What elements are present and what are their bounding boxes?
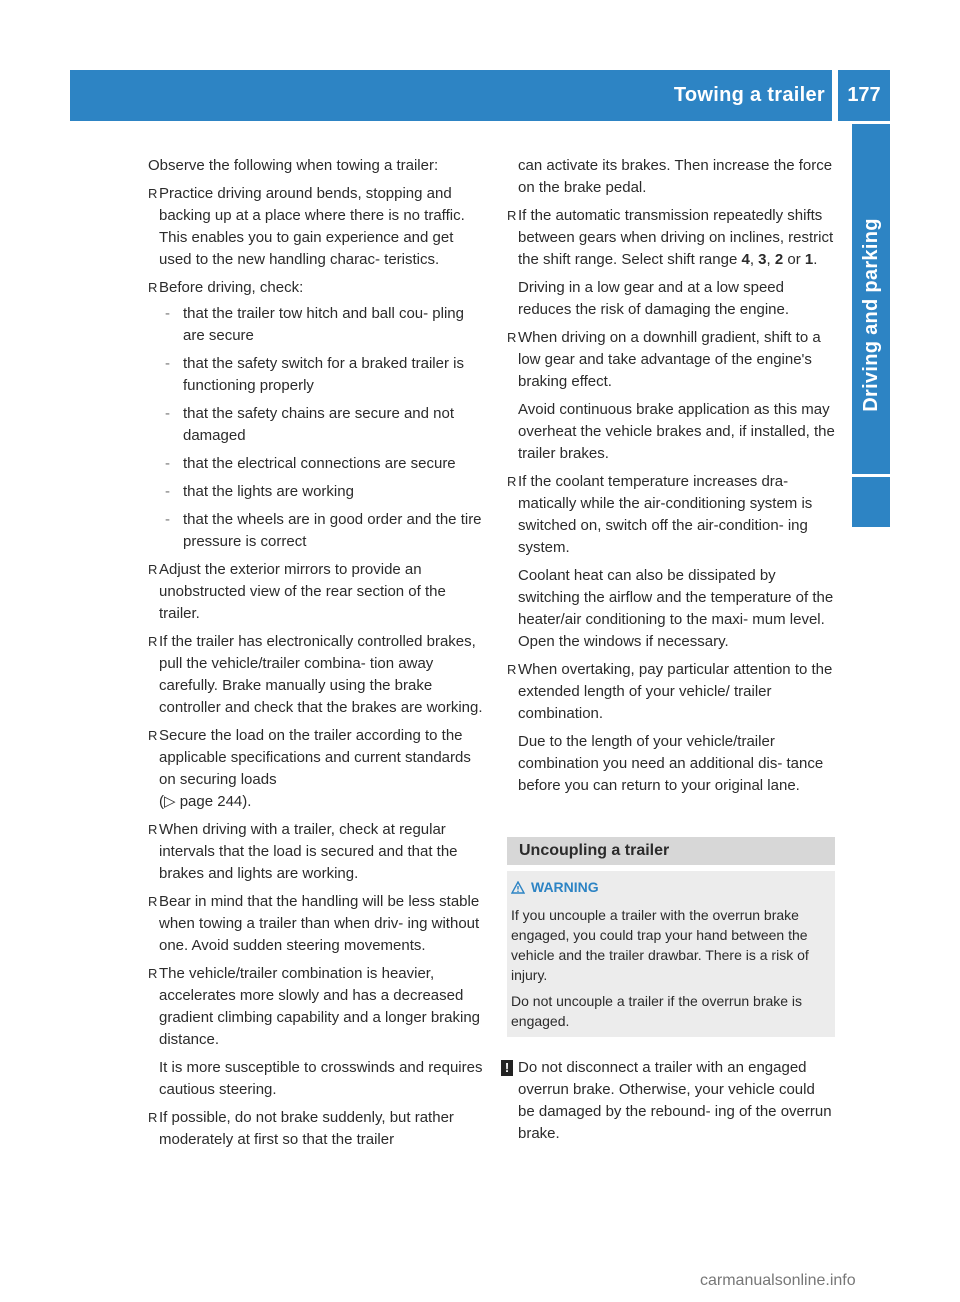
- bullet-subtext: Avoid continuous brake application as this may overheat the vehicle brakes and, if installed, the trailer brakes.: [518, 401, 835, 462]
- bullet-text: Before driving, check:: [159, 279, 304, 296]
- separator: ,: [749, 251, 759, 268]
- bullet-item: [148, 891, 483, 957]
- check-item: - that the electrical connections are secure: [159, 453, 483, 475]
- bullet-text: Bear in mind that the handling will be less stable when towing a trailer than when driv- ing without one. Avoid sudden steering movements.: [159, 893, 480, 954]
- header-title: Towing a trailer: [673, 84, 825, 106]
- page-number: 177: [838, 70, 890, 121]
- period: .: [813, 251, 818, 268]
- bullet-item: [507, 327, 835, 465]
- bullet-item: [148, 725, 483, 813]
- bullet-item: [507, 659, 835, 797]
- note-text: Do not disconnect a trailer with an engaged overrun brake. Otherwise, your vehicle could be damaged by the rebound- ing of the overrun brake.: [518, 1059, 832, 1142]
- note-block: [504, 1057, 835, 1145]
- bullet-subtext: It is more susceptible to crosswinds and requires cautious steering.: [159, 1059, 483, 1098]
- bullet-item: [148, 559, 483, 625]
- warning-title: [511, 877, 827, 899]
- bullet-item: [507, 205, 835, 321]
- exclamation-icon: !: [501, 1060, 513, 1076]
- bullet-text: R When overtaking, pay particular attention to the extended length of your vehicle/ trailer combination.: [518, 661, 833, 722]
- gear-3: 3: [758, 251, 767, 268]
- bullet-subtext: Due to the length of your vehicle/trailer combination you need an additional dis- tance before you can return to your original lane.: [518, 733, 824, 794]
- check-item: - that the safety switch for a braked trailer is functioning properly: [159, 353, 483, 397]
- bullet-text: Adjust the exterior mirrors to provide an unobstructed view of the rear section of the trailer.: [159, 561, 446, 622]
- gear-4: 4: [741, 251, 750, 268]
- bullet-item: [148, 963, 483, 1101]
- bullet-text: Secure the load on the trailer according to the applicable specifications and current standards on securing loads: [159, 727, 471, 788]
- bullet-text: Practice driving around bends, stopping and backing up at a place where there is no traffic. This enables you to gain experience and get used to the new handling charac- teristics.: [159, 185, 465, 268]
- bullet-subtext: Driving in a low gear and at a low speed reduces the risk of damaging the engine.: [518, 279, 790, 318]
- or-word: or: [783, 251, 805, 268]
- warning-text: If you uncouple a trailer with the overrun brake engaged, you could trap your hand between the vehicle and the trailer drawbar. There is a risk of injury.: [511, 907, 809, 983]
- bullet-item: [148, 1107, 483, 1151]
- check-item: - that the trailer tow hitch and ball cou- pling are secure: [159, 303, 483, 347]
- bullet-subtext: Coolant heat can also be dissipated by switching the airflow and the temperature of the heater/air conditioning to the maxi- mum level. Open the windows if necessary.: [518, 567, 834, 650]
- warning-title-text: WARNING: [531, 879, 599, 895]
- check-item: - that the wheels are in good order and the tire pressure is correct: [159, 509, 483, 553]
- check-item: - that the lights are working: [159, 481, 483, 503]
- intro-text: Observe the following when towing a trailer:: [148, 157, 439, 174]
- warning-text: Do not uncouple a trailer if the overrun brake is engaged.: [511, 993, 803, 1029]
- gear-2: 2: [774, 251, 784, 268]
- bullet-text: R If the coolant temperature increases dra- matically while the air-conditioning system is switched on, switch off the air-condition- ing system.: [518, 473, 813, 556]
- bullet-text: When driving with a trailer, check at regular intervals that the load is secured and that the brakes and lights are working.: [159, 821, 458, 882]
- bullet-item: [148, 819, 483, 885]
- section-heading: Uncoupling a trailer: [507, 837, 835, 865]
- bullet-item: [148, 631, 483, 719]
- shift-text: If the automatic transmission repeatedly shifts between gears when driving on inclines, restrict the shift range. Select shift range: [518, 207, 834, 268]
- header-separator: [832, 70, 835, 121]
- warning-box: [507, 871, 835, 1037]
- page-reference-link[interactable]: (▷ page 244).: [159, 793, 252, 810]
- side-tab-label: Driving and parking: [860, 218, 882, 412]
- bullet-text: If possible, do not brake suddenly, but rather moderately at first so that the trailer: [159, 1109, 454, 1148]
- right-bullet-list: [507, 155, 835, 797]
- bullet-text: can activate its brakes. Then increase the force on the brake pedal.: [518, 157, 833, 196]
- bullet-text: If the trailer has electronically controlled brakes, pull the vehicle/trailer combina- tion away carefully. Brake manually using the brake controller and check that the brakes are working.: [159, 633, 483, 716]
- left-column: [148, 155, 483, 1157]
- separator: ,: [766, 251, 775, 268]
- watermark: carmanualsonline.info: [700, 1272, 856, 1289]
- warning-icon: [511, 879, 525, 899]
- check-item: - that the safety chains are secure and not damaged: [159, 403, 483, 447]
- bullet-item: [507, 471, 835, 653]
- check-list: [159, 303, 483, 553]
- side-block: [852, 477, 890, 527]
- left-bullet-list: [148, 183, 483, 1151]
- bullet-continuation: [507, 155, 835, 199]
- bullet-item: [148, 183, 483, 271]
- right-column: [504, 155, 835, 1145]
- bullet-text: R The vehicle/trailer combination is heavier, accelerates more slowly and has a decreased gradient climbing capability and a longer braking distance.: [159, 965, 481, 1048]
- bullet-item: [148, 277, 483, 553]
- bullet-text: [518, 205, 835, 271]
- gear-1: 1: [804, 251, 814, 268]
- bullet-text: R When driving on a downhill gradient, shift to a low gear and take advantage of the engine's braking effect.: [518, 329, 821, 390]
